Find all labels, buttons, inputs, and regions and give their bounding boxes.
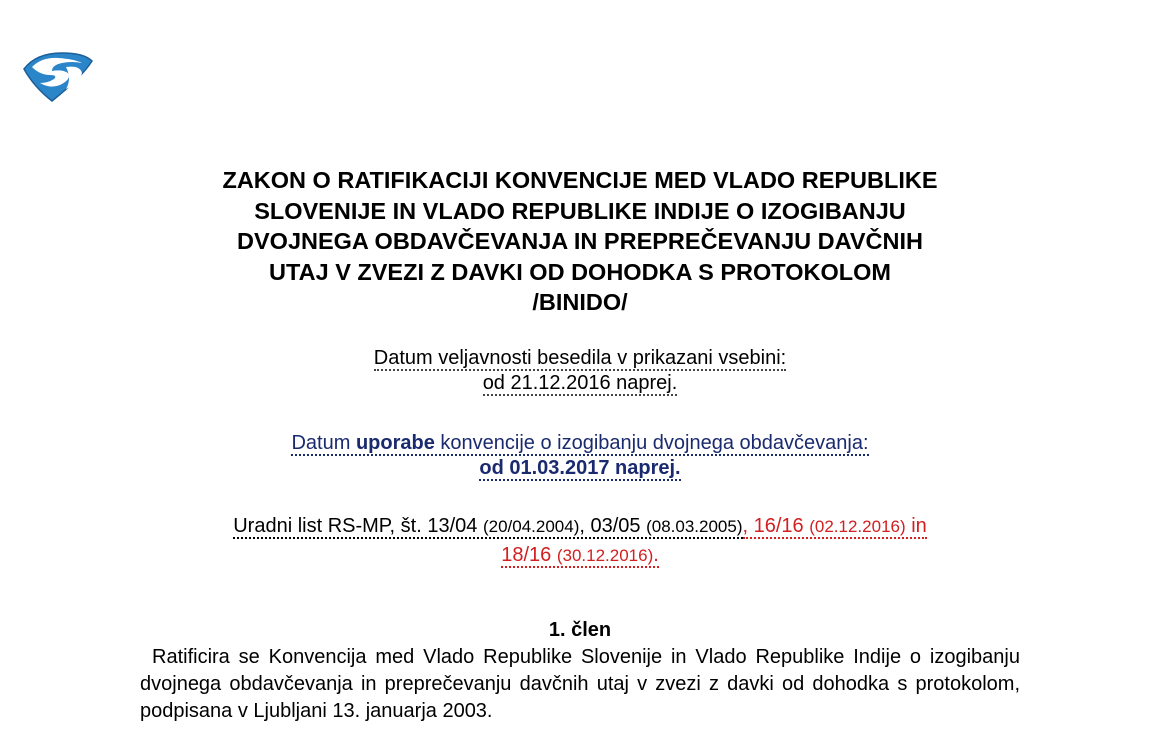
title-abbreviation: /BINIDO/ bbox=[532, 289, 628, 315]
application-prefix: Datum bbox=[291, 432, 356, 454]
document-title bbox=[140, 165, 1020, 318]
official-gazette-references bbox=[140, 512, 1020, 570]
gazette-conjunction: in bbox=[905, 515, 927, 537]
gazette-ref3: 16/16 bbox=[748, 515, 804, 537]
gazette-ref4: 18/16 bbox=[501, 544, 552, 566]
gazette-separator: , bbox=[742, 515, 749, 537]
gazette-ref3-date: (02.12.2016) bbox=[809, 517, 906, 536]
title-line: ZAKON O RATIFIKACIJI KONVENCIJE MED VLADO REPUBLIKE bbox=[222, 167, 938, 193]
article-heading: 1. člen bbox=[548, 619, 612, 641]
application-date: od 01.03.2017 naprej. bbox=[479, 457, 681, 479]
validity-label: Datum veljavnosti besedila v prikazani vsebini: bbox=[373, 347, 787, 369]
application-suffix: konvencije o izogibanju dvojnega obdavčevanja: bbox=[434, 432, 869, 454]
gazette-amendment-link-2[interactable] bbox=[501, 544, 659, 568]
validity-date: od 21.12.2016 naprej. bbox=[482, 372, 678, 394]
validity-date-block bbox=[140, 346, 1020, 396]
gazette-label: Uradni list RS-MP, št. 13/04 bbox=[233, 515, 478, 537]
gazette-ref4-date: (30.12.2016) bbox=[556, 546, 654, 565]
application-date-block bbox=[140, 431, 1020, 481]
title-line: DVOJNEGA OBDAVČEVANJA IN PREPREČEVANJU DAVČNIH bbox=[237, 228, 923, 254]
gazette-amendment-link[interactable] bbox=[743, 515, 927, 539]
gazette-reference-link[interactable] bbox=[233, 515, 742, 539]
article-body: Ratificira se Konvencija med Vlado Republike Slovenije in Vlado Republike Indije o izogibanju dvojnega obdavčevanja in preprečevanju davčnih utaj v zvezi z davki od dohodka s protokolom, podpisana v Ljubljani 13. januarja 2003. bbox=[140, 646, 1020, 722]
application-label bbox=[291, 432, 868, 456]
title-line: UTAJ V ZVEZI Z DAVKI OD DOHODKA S PROTOKOLOM bbox=[269, 258, 891, 285]
gazette-ref2: , 03/05 bbox=[579, 515, 641, 537]
title-line: SLOVENIJE IN VLADO REPUBLIKE INDIJE O IZOGIBANJU bbox=[254, 197, 906, 224]
gazette-ref2-date: (08.03.2005) bbox=[646, 517, 743, 536]
application-bold-word: uporabe bbox=[355, 432, 435, 454]
publisher-logo-icon bbox=[22, 47, 94, 103]
gazette-end: . bbox=[653, 544, 659, 566]
gazette-ref1-date: (20/04.2004) bbox=[482, 517, 580, 536]
